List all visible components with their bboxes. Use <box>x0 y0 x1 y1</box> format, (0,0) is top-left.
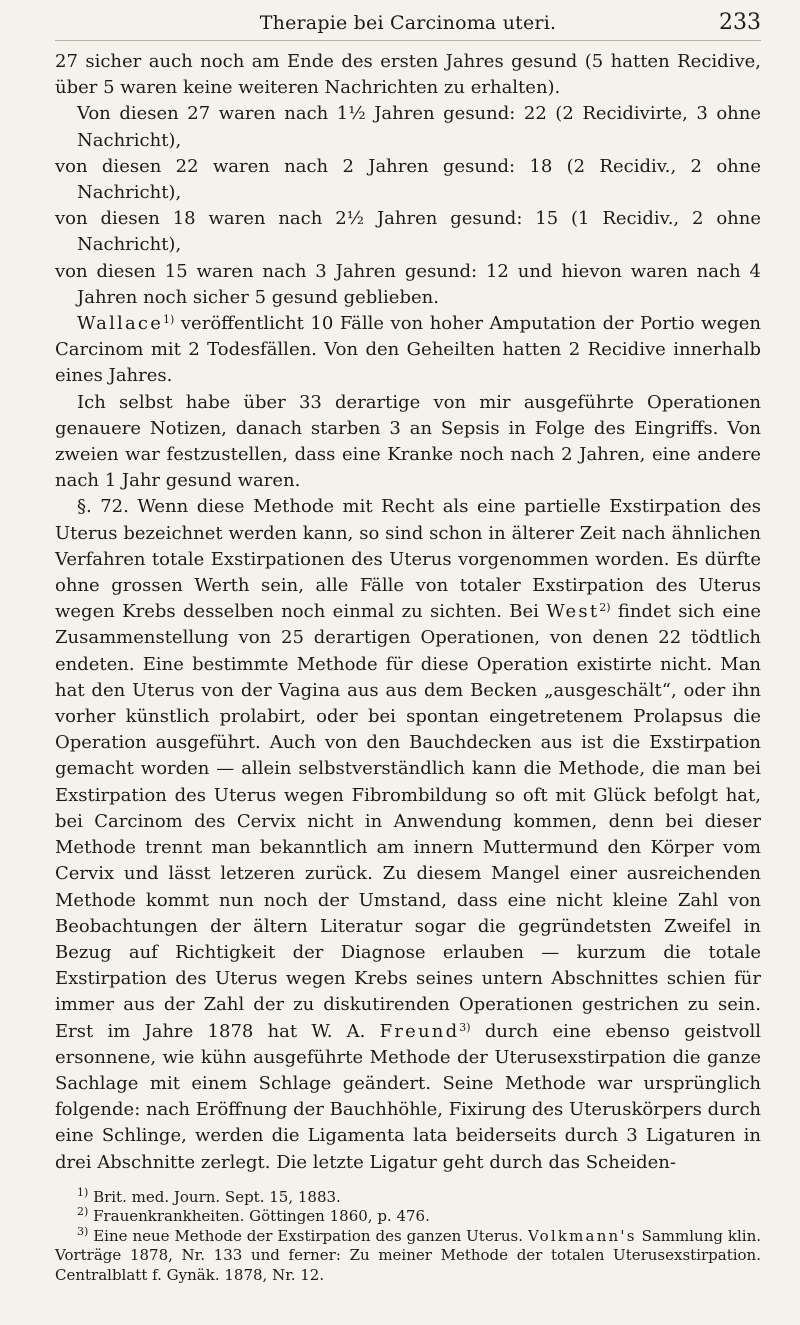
section-72 <box>55 494 761 1175</box>
list-item: Von diesen 27 waren nach 1½ Jahren gesund: 22 (2 Recidivirte, 3 ohne Nachricht), <box>77 103 761 151</box>
footnote-3-text-b: Sammlung klin. Vorträge 1878, Nr. 133 und ferner: Zu meiner Methode der totalen Uterusexstirpation. Centralblatt f. Gynäk. 1878, Nr. 12. <box>55 1226 762 1284</box>
running-title: Therapie bei Carcinoma uteri. <box>259 12 557 34</box>
footnote-2-text: Frauenkrankheiten. Göttingen 1860, p. 476. <box>88 1207 430 1226</box>
page-number: 233 <box>719 10 761 35</box>
page-header <box>55 0 761 41</box>
book-page <box>55 0 761 1285</box>
list-item: von diesen 15 waren nach 3 Jahren gesund: 12 und hievon waren nach 4 Jahren noch sicher 5 gesund geblieben. <box>55 260 761 308</box>
footnote-ref-2: 2) <box>599 601 611 615</box>
footnote-ref-3: 3) <box>459 1020 471 1034</box>
paragraph-own-operations: Ich selbst habe über 33 derartige von mir ausgeführte Operationen genauere Notizen, danach starben 3 an Sepsis in Folge des Eingriffs. Von zweien war festzustellen, dass eine Kranke noch nach 2 Jahren, eine andere nach 1 Jahr gesund waren. <box>55 391 761 492</box>
footnote-2 <box>55 1207 761 1227</box>
paragraph-survival-intro: 27 sicher auch noch am Ende des ersten Jahres gesund (5 hatten Recidive, über 5 waren keine weiteren Nachrichten zu erhalten). <box>55 51 761 99</box>
footnote-3 <box>55 1224 762 1286</box>
footnote-mark-1: 1) <box>77 1185 89 1199</box>
footnote-ref-1: 1) <box>163 313 175 327</box>
list-item: von diesen 18 waren nach 2½ Jahren gesund: 15 (1 Recidiv., 2 ohne Nachricht), <box>55 208 761 256</box>
author-name-wallace: Wallace <box>77 313 164 335</box>
section-72-middle: findet sich eine Zusammenstellung von 25 derartigen Operationen, von denen 22 tödtlich endeten. Eine bestimmte Methode für diese Operation existirte nicht. Man hat den Uterus von der Vagina aus aus dem Becken „ausgeschält“, oder ihn vorher künstlich prolabirt, oder bei spontan eingetretenem Prolapsus die Operation ausgeführt. Auch von den Bauchdecken aus ist die Exstirpation gemacht worden — allein selbstverständlich kann die Methode, die man bei Exstirpation des Uterus wegen Fibrombildung so oft mit Glück befolgt hat, bei Carcinom des Cervix nicht in Anwendung kommen, denn bei dieser Methode trennt man bekanntlich am innern Muttermund den Körper vom Cervix und lässt letzeren zurück. Zu diesem Mangel einer ausreichenden Methode kommt nun noch der Umstand, dass eine nicht kleine Zahl von Beobachtungen der ältern Literatur sogar die gegründetsten Zweifel in Bezug auf Richtigkeit der Diagnose erlauben — kurzum die totale Exstirpation des Uterus wegen Krebs seines untern Abschnittes schien für immer aus der Zahl der zu diskutirenden Operationen gestrichen zu sein. Erst im Jahre 1878 hat W. A. <box>55 601 761 1042</box>
section-72-end: durch eine ebenso geistvoll ersonnene, wie kühn ausgeführte Methode der Uterusexstirpation die ganze Sachlage mit einem Schlage geändert. Seine Methode war ursprünglich folgende: nach Eröffnung der Bauchhöhle, Fixirung des Uteruskörpers durch eine Schlinge, werden die Ligamenta lata beiderseits durch 3 Ligaturen in drei Abschnitte zerlegt. Die letzte Ligatur geht durch das Scheiden- <box>55 1020 761 1173</box>
list-item: von diesen 22 waren nach 2 Jahren gesund: 18 (2 Recidiv., 2 ohne Nachricht), <box>55 155 761 204</box>
footnote-mark-3: 3) <box>77 1224 89 1238</box>
footnote-3-text-a: Eine neue Methode der Exstirpation des ganzen Uterus. <box>88 1226 528 1245</box>
body-text <box>55 49 761 1176</box>
section-72-start: §. 72. Wenn diese Methode mit Recht als eine partielle Exstirpation des Uterus bezeichnet werden kann, so sind schon in älterer Zeit nach ähnlichen Verfahren totale Exstirpationen des Uterus vorgenommen worden. Es dürfte ohne grossen Werth sein, alle Fälle von totaler Exstirpation des Uterus wegen Krebs desselben noch einmal zu sichten. Bei <box>55 496 761 623</box>
footnote-1-text: Brit. med. Journ. Sept. 15, 1883. <box>88 1187 341 1206</box>
author-name-volkmann: Volkmann's <box>527 1226 637 1245</box>
author-name-west: West <box>546 601 600 623</box>
paragraph-wallace <box>55 311 761 390</box>
footnote-mark-2: 2) <box>77 1205 89 1219</box>
footnotes <box>55 1185 762 1286</box>
author-name-freund: Freund <box>379 1020 460 1042</box>
paragraph-wallace-text: veröffentlicht 10 Fälle von hoher Amputation der Portio wegen Carcinom mit 2 Todesfällen. Von den Geheilten hatten 2 Recidive innerhalb eines Jahres. <box>55 313 761 387</box>
footnote-1 <box>55 1185 761 1208</box>
